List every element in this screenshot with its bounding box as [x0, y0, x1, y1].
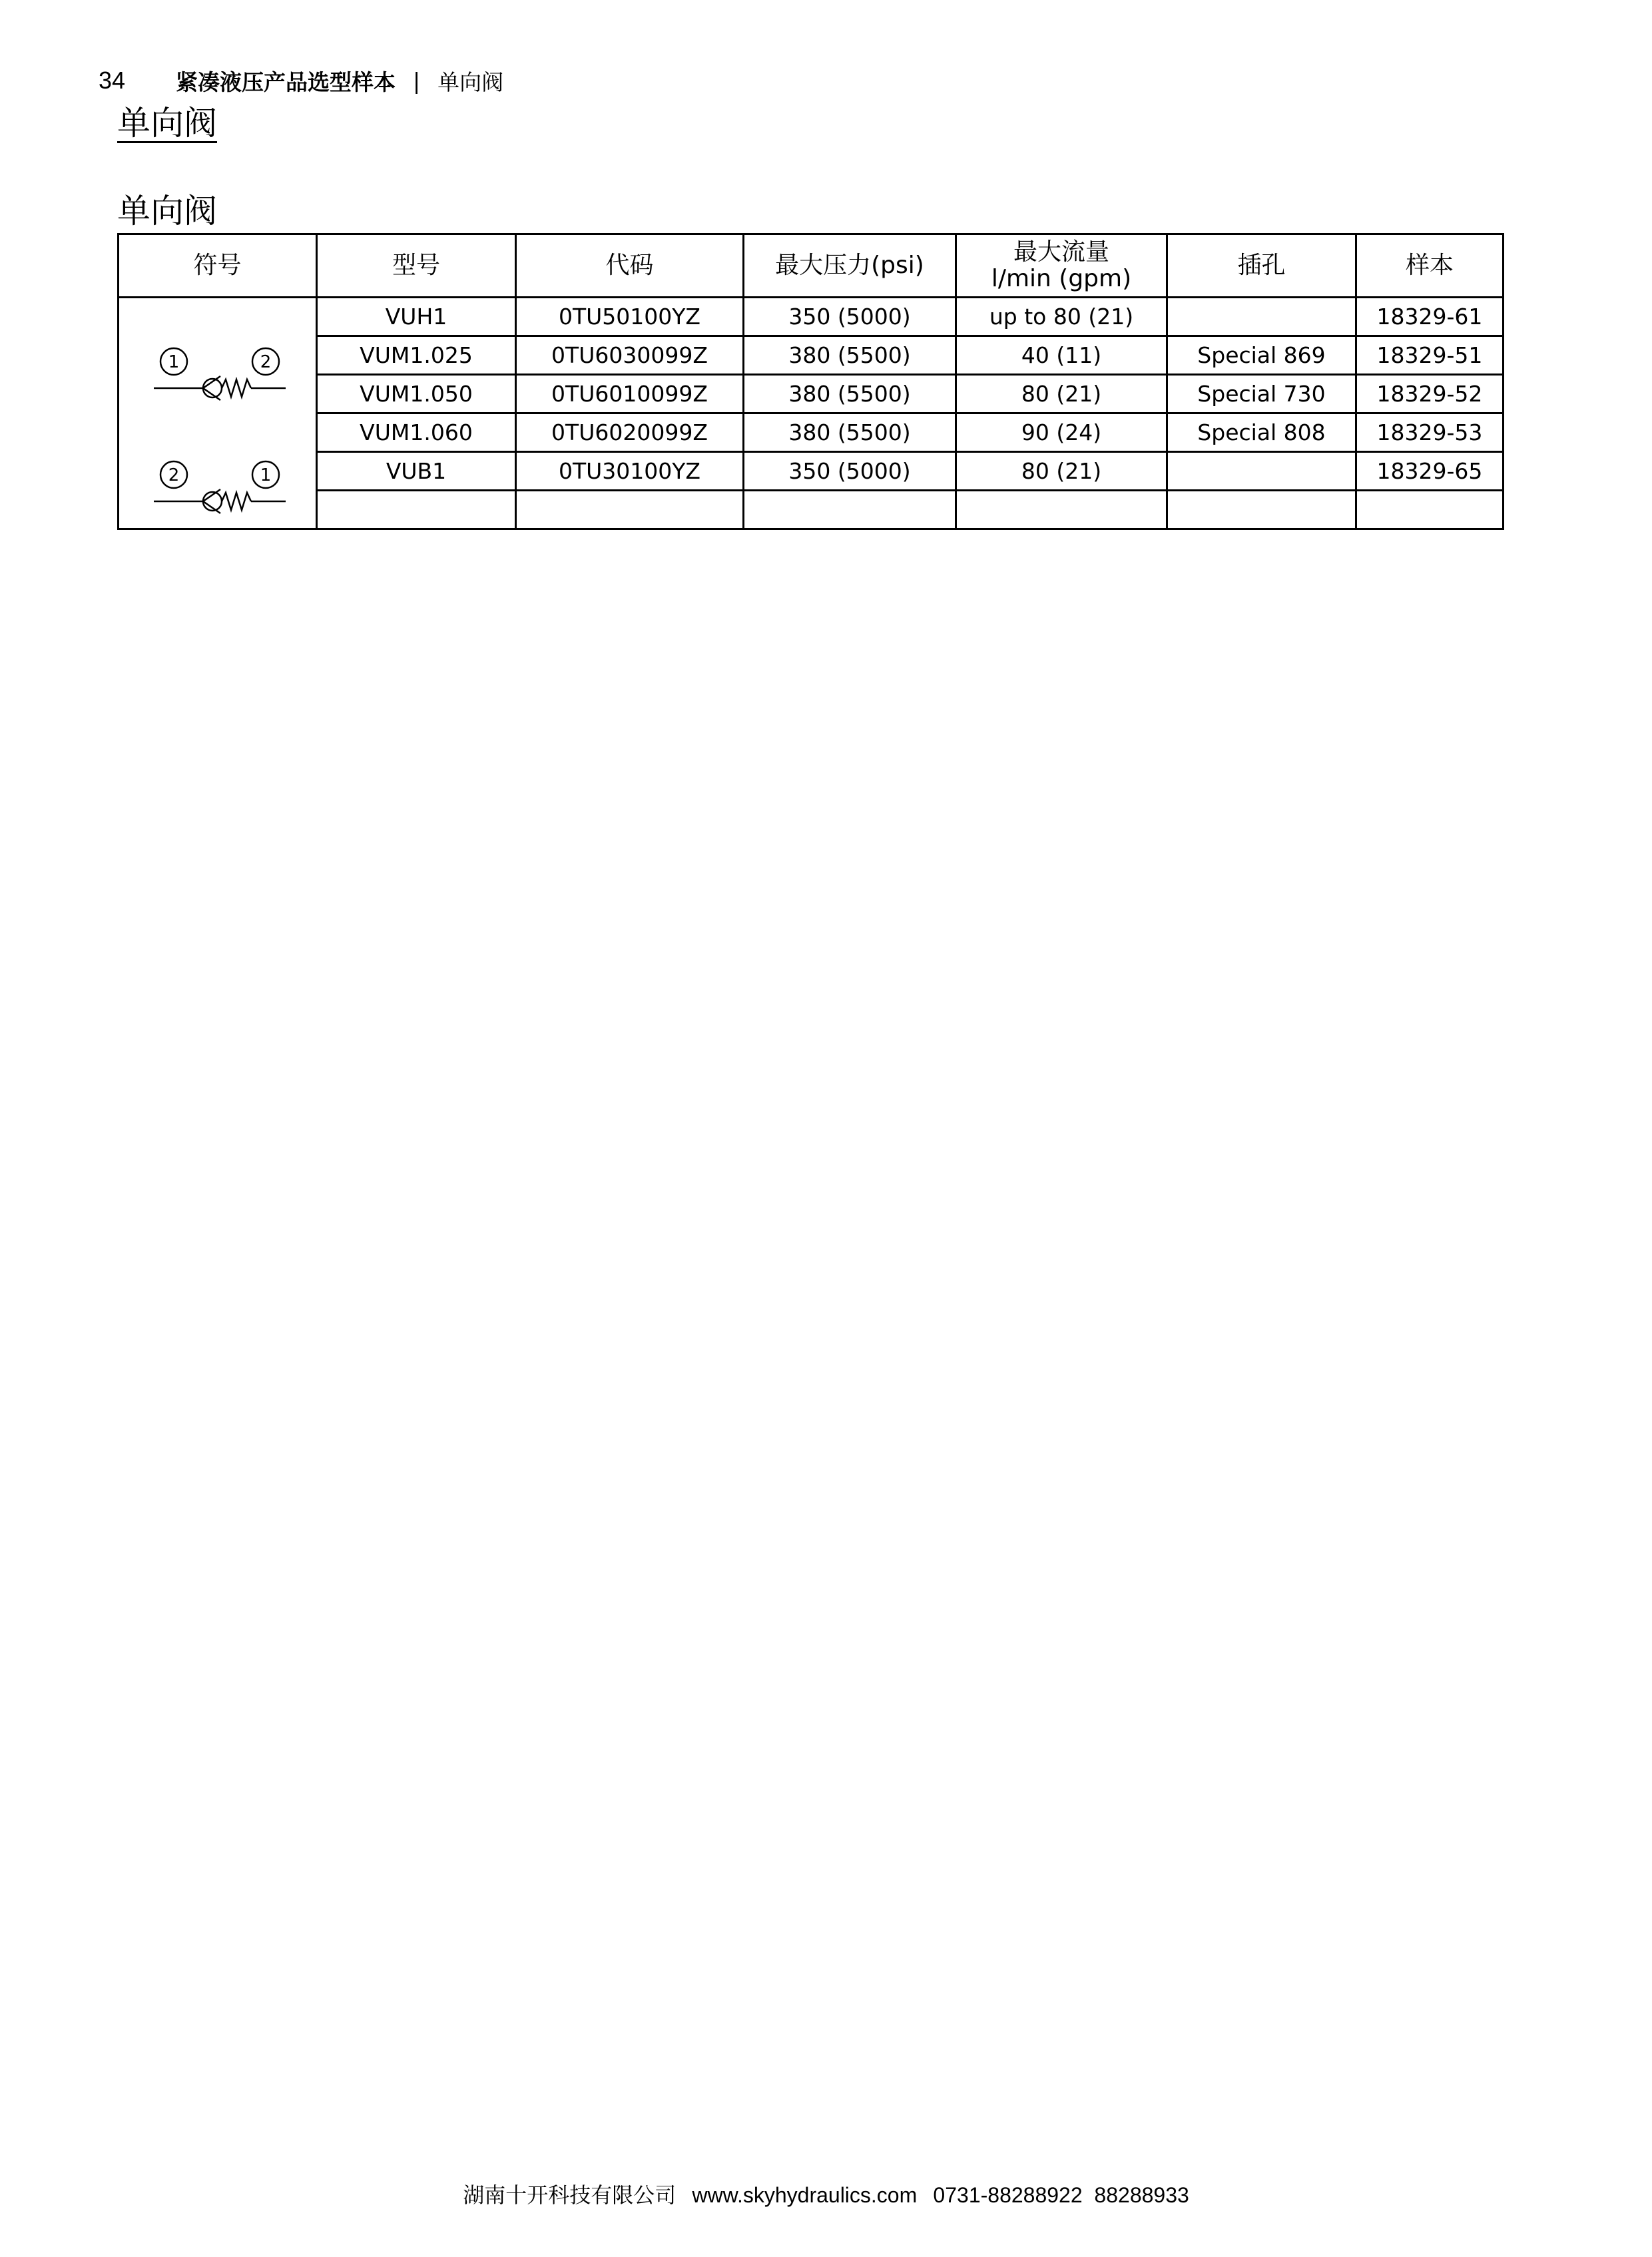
sample-cell: 18329-52 — [1356, 375, 1504, 413]
pressure-cell — [744, 491, 956, 529]
page-title: 单向阀 — [117, 104, 217, 142]
code-cell: 0TU6020099Z — [516, 413, 744, 452]
table-row — [119, 375, 1504, 413]
flow-cell — [956, 491, 1167, 529]
pressure-cell: 380 (5500) — [744, 336, 956, 375]
flow-cell: 80 (21) — [956, 375, 1167, 413]
max-flow-label: 最大流量 — [1013, 238, 1109, 266]
sample-cell: 18329-53 — [1356, 413, 1504, 452]
code-cell: 0TU30100YZ — [516, 452, 744, 491]
pressure-cell: 350 (5000) — [744, 452, 956, 491]
pressure-cell: 380 (5500) — [744, 413, 956, 452]
check-valve-table — [117, 233, 1504, 530]
sample-cell — [1356, 491, 1504, 529]
flow-cell: up to 80 (21) — [956, 298, 1167, 336]
table-row — [119, 452, 1504, 491]
table-title: 单向阀 — [117, 192, 217, 230]
pressure-cell: 350 (5000) — [744, 298, 956, 336]
table-row — [119, 491, 1504, 529]
col-header-code: 代码 — [516, 234, 744, 298]
sample-cell: 18329-51 — [1356, 336, 1504, 375]
col-header-symbol: 符号 — [119, 234, 317, 298]
symbol2-port-b: 1 — [260, 465, 271, 485]
cavity-cell — [1167, 298, 1356, 336]
model-cell: VUM1.050 — [317, 375, 516, 413]
flow-cell: 40 (11) — [956, 336, 1167, 375]
model-cell — [317, 491, 516, 529]
footer-website: www.skyhydraulics.com — [692, 2183, 918, 2207]
pressure-cell: 380 (5500) — [744, 375, 956, 413]
cavity-cell — [1167, 452, 1356, 491]
sample-cell: 18329-61 — [1356, 298, 1504, 336]
col-header-max-pressure: 最大压力(psi) — [744, 234, 956, 298]
page-number: 34 — [99, 67, 126, 94]
flow-cell: 90 (24) — [956, 413, 1167, 452]
cavity-cell: Special 869 — [1167, 336, 1356, 375]
table-row — [119, 336, 1504, 375]
code-cell: 0TU50100YZ — [516, 298, 744, 336]
sample-cell: 18329-65 — [1356, 452, 1504, 491]
model-cell: VUM1.060 — [317, 413, 516, 452]
cavity-cell: Special 730 — [1167, 375, 1356, 413]
col-header-cavity: 插孔 — [1167, 234, 1356, 298]
footer-company: 湖南十开科技有限公司 — [463, 2182, 677, 2208]
cavity-cell — [1167, 491, 1356, 529]
symbol1-port-a: 1 — [168, 352, 179, 372]
symbol1-port-b: 2 — [260, 352, 271, 372]
footer-phone: 0731-88288922 88288933 — [933, 2183, 1189, 2207]
code-cell — [516, 491, 744, 529]
page-footer — [0, 2178, 1652, 2209]
code-cell: 0TU6030099Z — [516, 336, 744, 375]
table-row — [119, 298, 1504, 336]
model-cell: VUH1 — [317, 298, 516, 336]
cavity-cell: Special 808 — [1167, 413, 1356, 452]
catalog-title: 紧凑液压产品选型样本 — [176, 69, 396, 95]
model-cell: VUB1 — [317, 452, 516, 491]
model-cell: VUM1.025 — [317, 336, 516, 375]
section-name: 单向阀 — [437, 69, 504, 95]
table-header-row — [119, 234, 1504, 298]
check-valve-symbol-icon — [121, 298, 315, 518]
col-header-sample: 样本 — [1356, 234, 1504, 298]
flow-cell: 80 (21) — [956, 452, 1167, 491]
code-cell: 0TU6010099Z — [516, 375, 744, 413]
symbol2-port-a: 2 — [168, 465, 179, 485]
header-separator: | — [413, 67, 421, 94]
page-header — [99, 64, 503, 97]
col-header-max-flow — [956, 234, 1167, 298]
col-header-model: 型号 — [317, 234, 516, 298]
symbol-cell — [119, 298, 317, 529]
table-row — [119, 413, 1504, 452]
max-flow-unit: l/min (gpm) — [991, 265, 1132, 292]
